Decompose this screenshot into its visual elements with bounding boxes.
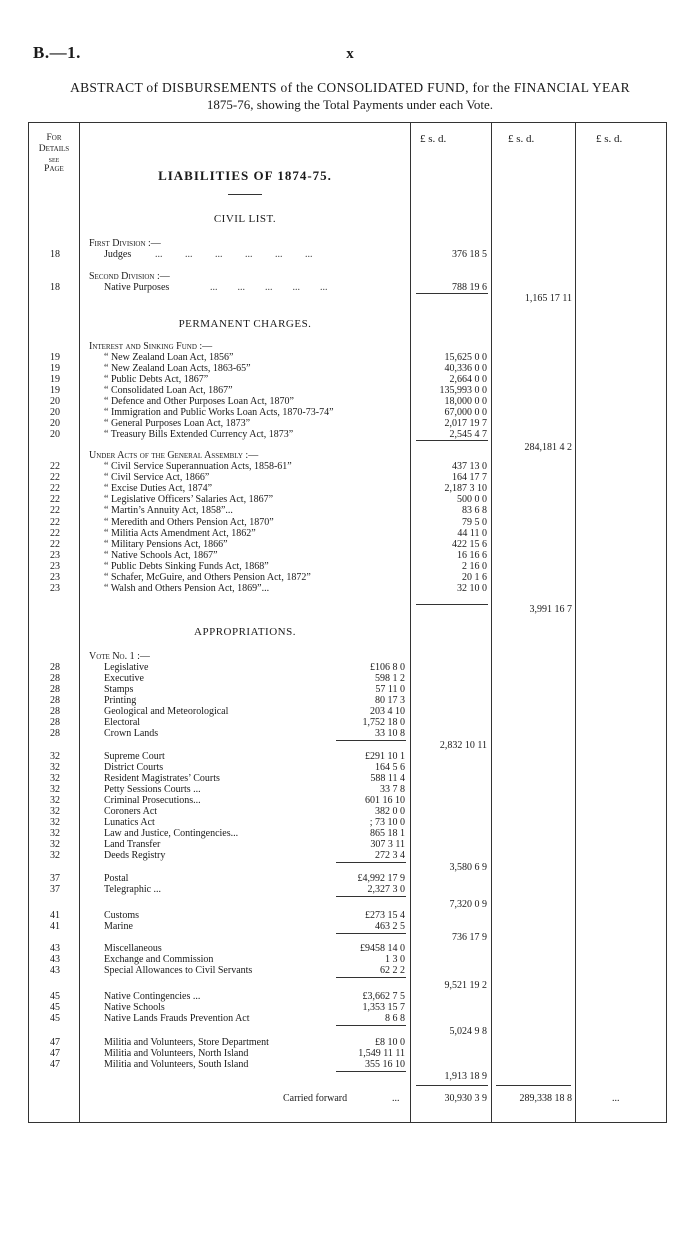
amount: 376 18 5 [452,249,487,260]
amount: £273 15 4 [365,910,405,921]
amount: 588 11 4 [370,773,405,784]
subtotal-rule [416,293,488,294]
line-label: Judges [104,249,132,260]
page-title: ABSTRACT of DISBURSEMENTS of the CONSOLIDATED FUND, for the FINANCIAL YEAR [70,80,630,95]
page-ref: 37 [50,884,60,895]
amount: 601 16 10 [365,795,405,806]
line-label: “ Public Debts Sinking Funds Act, 1868” [104,560,269,572]
line-label: Geological and Meteorological [104,706,229,717]
page-ref: 18 [50,249,60,260]
subtotal-rule [336,1071,406,1072]
line-label: Native Schools [104,1002,165,1013]
page-ref: 28 [50,706,60,717]
group-total: 2,832 10 11 [439,740,487,751]
line-label: “ Immigration and Public Works Loan Acts, 1870-73-74” [104,407,334,418]
amount: 164 5 6 [375,762,405,773]
page-number: x [346,46,354,62]
subtotal-rule [416,604,488,605]
amount: 463 2 5 [375,921,405,932]
page-ref: 18 [50,282,60,293]
page-ref: 20 [50,429,60,440]
amount: 865 18 1 [370,828,405,839]
appropriations-heading: APPROPRIATIONS. [194,626,296,638]
page-ref: 22 [50,538,60,550]
amount: 307 3 11 [370,839,405,850]
col-header-page: Page [44,164,64,174]
line-label: Special Allowances to Civil Servants [104,965,253,976]
amount: 2 16 0 [462,560,487,572]
page-ref: 32 [50,751,60,762]
page-ref: 19 [50,374,60,385]
amount: 44 11 0 [457,527,487,539]
line-label: “ Excise Duties Act, 1874” [104,483,213,495]
amount: 437 13 0 [452,461,487,472]
amount: 79 5 0 [462,516,487,528]
line-label: Electoral [104,717,141,728]
page-ref: 23 [50,560,60,572]
subtotal-rule [336,933,406,934]
amount: 2,545 4 7 [449,429,487,440]
amount: 135,993 0 0 [439,385,487,396]
amount: £8 10 0 [375,1037,405,1048]
amount: 83 6 8 [462,505,487,517]
line-label: “ Native Schools Act, 1867” [104,549,218,561]
amount: £291 10 1 [365,751,405,762]
first-division-heading: First Division :— [89,238,161,249]
page-ref: 28 [50,728,60,739]
page-ref: 20 [50,407,60,418]
carried-forward-col1: 30,930 3 9 [444,1093,487,1104]
amount: 62 2 2 [380,965,405,976]
amount: 2,187 3 10 [444,483,487,495]
line-label: “ Civil Service Act, 1866” [104,472,210,484]
group-total: 7,320 0 9 [449,899,487,910]
line-label: Criminal Prosecutions... [104,795,201,806]
line-label: “ General Purposes Loan Act, 1873” [104,418,251,429]
line-label: Telegraphic ... [104,884,162,895]
column-divider-page [79,122,80,1122]
page-ref: 32 [50,806,60,817]
line-label: Customs [104,910,140,921]
amount: 8 6 8 [385,1013,405,1024]
page-ref: 22 [50,527,60,539]
amount: 15,625 0 0 [444,352,487,363]
page-ref: 37 [50,873,60,884]
interest-total: 284,181 4 2 [524,442,572,453]
page-ref: 22 [50,472,60,484]
line-label: “ Militia Acts Amendment Act, 1862” [104,527,256,539]
line-label: “ New Zealand Loan Acts, 1863-65” [104,363,251,374]
second-division-heading: Second Division :— [89,271,170,282]
line-label: Stamps [104,684,134,695]
col-header-for: For [46,133,62,143]
line-label: “ Public Debts Act, 1867” [104,374,209,385]
line-label: “ New Zealand Loan Act, 1856” [104,352,234,363]
amount: 40,336 0 0 [444,363,487,374]
col-header-details: Details [38,144,70,154]
page-ref: 19 [50,352,60,363]
amount: 382 0 0 [375,806,405,817]
line-label: Supreme Court [104,751,165,762]
page-ref: 28 [50,673,60,684]
civil-list-heading: CIVIL LIST. [213,213,277,225]
amount: £3,662 7 5 [362,991,405,1002]
amount: 57 11 0 [375,684,405,695]
page-ref: 28 [50,695,60,706]
line-label: Deeds Registry [104,850,166,861]
amount: 1 3 0 [385,954,405,965]
line-label: Native Lands Frauds Prevention Act [104,1013,250,1024]
page-ref: 32 [50,795,60,806]
group-total: 5,024 9 8 [449,1026,487,1037]
vote-heading: Vote No. 1 :— [89,651,150,662]
table-right-border [666,122,667,1122]
line-label: Lunatics Act [104,817,155,828]
line-label: “ Civil Service Superannuation Acts, 1858-61” [104,461,292,472]
subtotal-rule [416,440,488,441]
amount: 355 16 10 [365,1059,405,1070]
line-label: Militia and Volunteers, South Island [104,1059,249,1070]
line-label: Land Transfer [104,839,161,850]
subtotal-rule [336,1025,406,1026]
amount: 1,549 11 11 [358,1048,405,1059]
page-ref: 20 [50,418,60,429]
page-ref: 23 [50,572,60,583]
page-ref: 43 [50,954,60,965]
line-label: “ Consolidated Loan Act, 1867” [104,385,233,396]
amount: 18,000 0 0 [444,396,487,407]
amount: £106 8 0 [370,662,405,673]
line-label: “ Military Pensions Act, 1866” [104,538,228,550]
amount: 422 15 6 [452,538,487,550]
page-ref: 28 [50,717,60,728]
subtotal-rule [336,977,406,978]
line-label: Miscellaneous [104,943,162,954]
line-label: “ Meredith and Others Pension Act, 1870” [104,516,274,528]
page-ref: 32 [50,850,60,861]
page-ref: 20 [50,396,60,407]
line-label: Postal [104,873,129,884]
interest-heading: Interest and Sinking Fund :— [89,341,213,352]
carried-forward-col2: 289,338 18 8 [519,1093,572,1104]
line-label: Crown Lands [104,728,159,739]
subtotal-rule [336,862,406,863]
amount: 33 7 8 [380,784,405,795]
civil-list-total: 1,165 17 11 [524,293,572,304]
page-ref: 32 [50,828,60,839]
col-header-money-3: £ s. d. [596,133,623,145]
line-label: “ Schafer, McGuire, and Others Pension Act, 1872” [104,572,311,583]
col-header-money-1: £ s. d. [420,133,447,145]
liabilities-heading: LIABILITIES OF 1874-75. [158,168,332,183]
amount: 20 1 6 [462,572,487,583]
page-ref: 19 [50,363,60,374]
line-label: Law and Justice, Contingencies... [104,828,239,839]
amount: 500 0 0 [457,494,487,506]
amount: 203 4 10 [370,706,405,717]
page-subtitle: 1875-76, showing the Total Payments under each Vote. [206,97,494,112]
column-divider-money1 [410,122,411,1122]
subtotal-rule [336,896,406,897]
group-total: 1,913 18 9 [444,1071,487,1082]
line-label: Militia and Volunteers, Store Department [104,1037,269,1048]
line-label: Militia and Volunteers, North Island [104,1048,249,1059]
page-ref: 28 [50,684,60,695]
page-ref: 19 [50,385,60,396]
leader-dots: ... [392,1093,400,1104]
assembly-total: 3,991 16 7 [529,604,572,615]
line-label: “ Walsh and Others Pension Act, 1869”... [104,583,270,595]
page-ref: 23 [50,549,60,561]
line-label: Native Contingencies ... [104,991,201,1002]
amount: 67,000 0 0 [444,407,487,418]
line-label: Resident Magistrates’ Courts [104,773,220,784]
page-ref: 47 [50,1059,60,1070]
page-ref: 22 [50,516,60,528]
amount: 788 19 6 [452,282,487,293]
page-ref: 22 [50,461,60,472]
amount: 2,664 0 0 [449,374,487,385]
amount: 16 16 6 [457,549,487,561]
line-label: Exchange and Commission [104,954,214,965]
amount: 598 1 2 [375,673,405,684]
amount: 1,752 18 0 [362,717,405,728]
table-left-border [28,122,29,1122]
footer-rule-1 [416,1085,488,1086]
line-label: Coroners Act [104,806,158,817]
leader-dots: ... ... ... ... ... [210,282,328,293]
group-total: 3,580 6 9 [449,862,487,873]
group-total: 736 17 9 [452,932,487,943]
line-label: Petty Sessions Courts ... [104,784,201,795]
amount: 80 17 3 [375,695,405,706]
table-bottom-rule [28,1122,667,1123]
page-ref: 32 [50,784,60,795]
page-ref: 32 [50,773,60,784]
amount: 2,017 19 7 [444,418,487,429]
table-top-rule [28,122,667,123]
page-ref: 32 [50,762,60,773]
page-ref: 47 [50,1048,60,1059]
page-ref: 22 [50,494,60,506]
amount: £4,992 17 9 [357,873,405,884]
assembly-heading: Under Acts of the General Assembly :— [89,450,259,461]
page-ref: 43 [50,943,60,954]
page-ref: 41 [50,910,60,921]
line-label: Native Purposes [104,282,170,293]
amount: 1,353 15 7 [362,1002,405,1013]
document-reference: B.—1. [33,43,81,62]
page-ref: 45 [50,1002,60,1013]
page-ref: 47 [50,1037,60,1048]
page-ref: 23 [50,583,60,595]
page-ref: 32 [50,839,60,850]
subtotal-rule [336,740,406,741]
amount: 33 10 8 [375,728,405,739]
amount: ; 73 10 0 [369,817,405,828]
amount: 272 3 4 [375,850,405,861]
line-label: Marine [104,921,133,932]
line-label: Executive [104,673,144,684]
page-ref: 45 [50,1013,60,1024]
heading-rule [228,194,262,195]
col-header-money-2: £ s. d. [508,133,535,145]
col-header-see: see [48,155,60,164]
page-ref: 41 [50,921,60,932]
line-label: “ Martin’s Annuity Act, 1858”... [104,505,233,517]
page-ref: 45 [50,991,60,1002]
page-ref: 32 [50,817,60,828]
page-ref: 28 [50,662,60,673]
column-divider-money3 [575,122,576,1122]
page-ref: 22 [50,483,60,495]
line-label: District Courts [104,762,164,773]
carried-forward-col3: ... [612,1093,620,1104]
page-ref: 22 [50,505,60,517]
permanent-charges-heading: PERMANENT CHARGES. [178,318,312,330]
amount: 32 10 0 [457,583,487,595]
carried-forward-label: Carried forward [283,1093,348,1104]
line-label: Legislative [104,662,149,673]
line-label: “ Legislative Officers’ Salaries Act, 1867” [104,494,274,506]
amount: £9458 14 0 [360,943,405,954]
footer-rule-2 [496,1085,571,1086]
amount: 2,327 3 0 [367,884,405,895]
column-divider-money2 [491,122,492,1122]
line-label: “ Treasury Bills Extended Currency Act, 1873” [104,429,294,440]
line-label: Printing [104,695,137,706]
group-total: 9,521 19 2 [444,980,487,991]
amount: 164 17 7 [452,472,487,484]
line-label: “ Defence and Other Purposes Loan Act, 1870” [104,396,294,407]
leader-dots: ... ... ... ... ... ... [155,249,313,260]
page-ref: 43 [50,965,60,976]
